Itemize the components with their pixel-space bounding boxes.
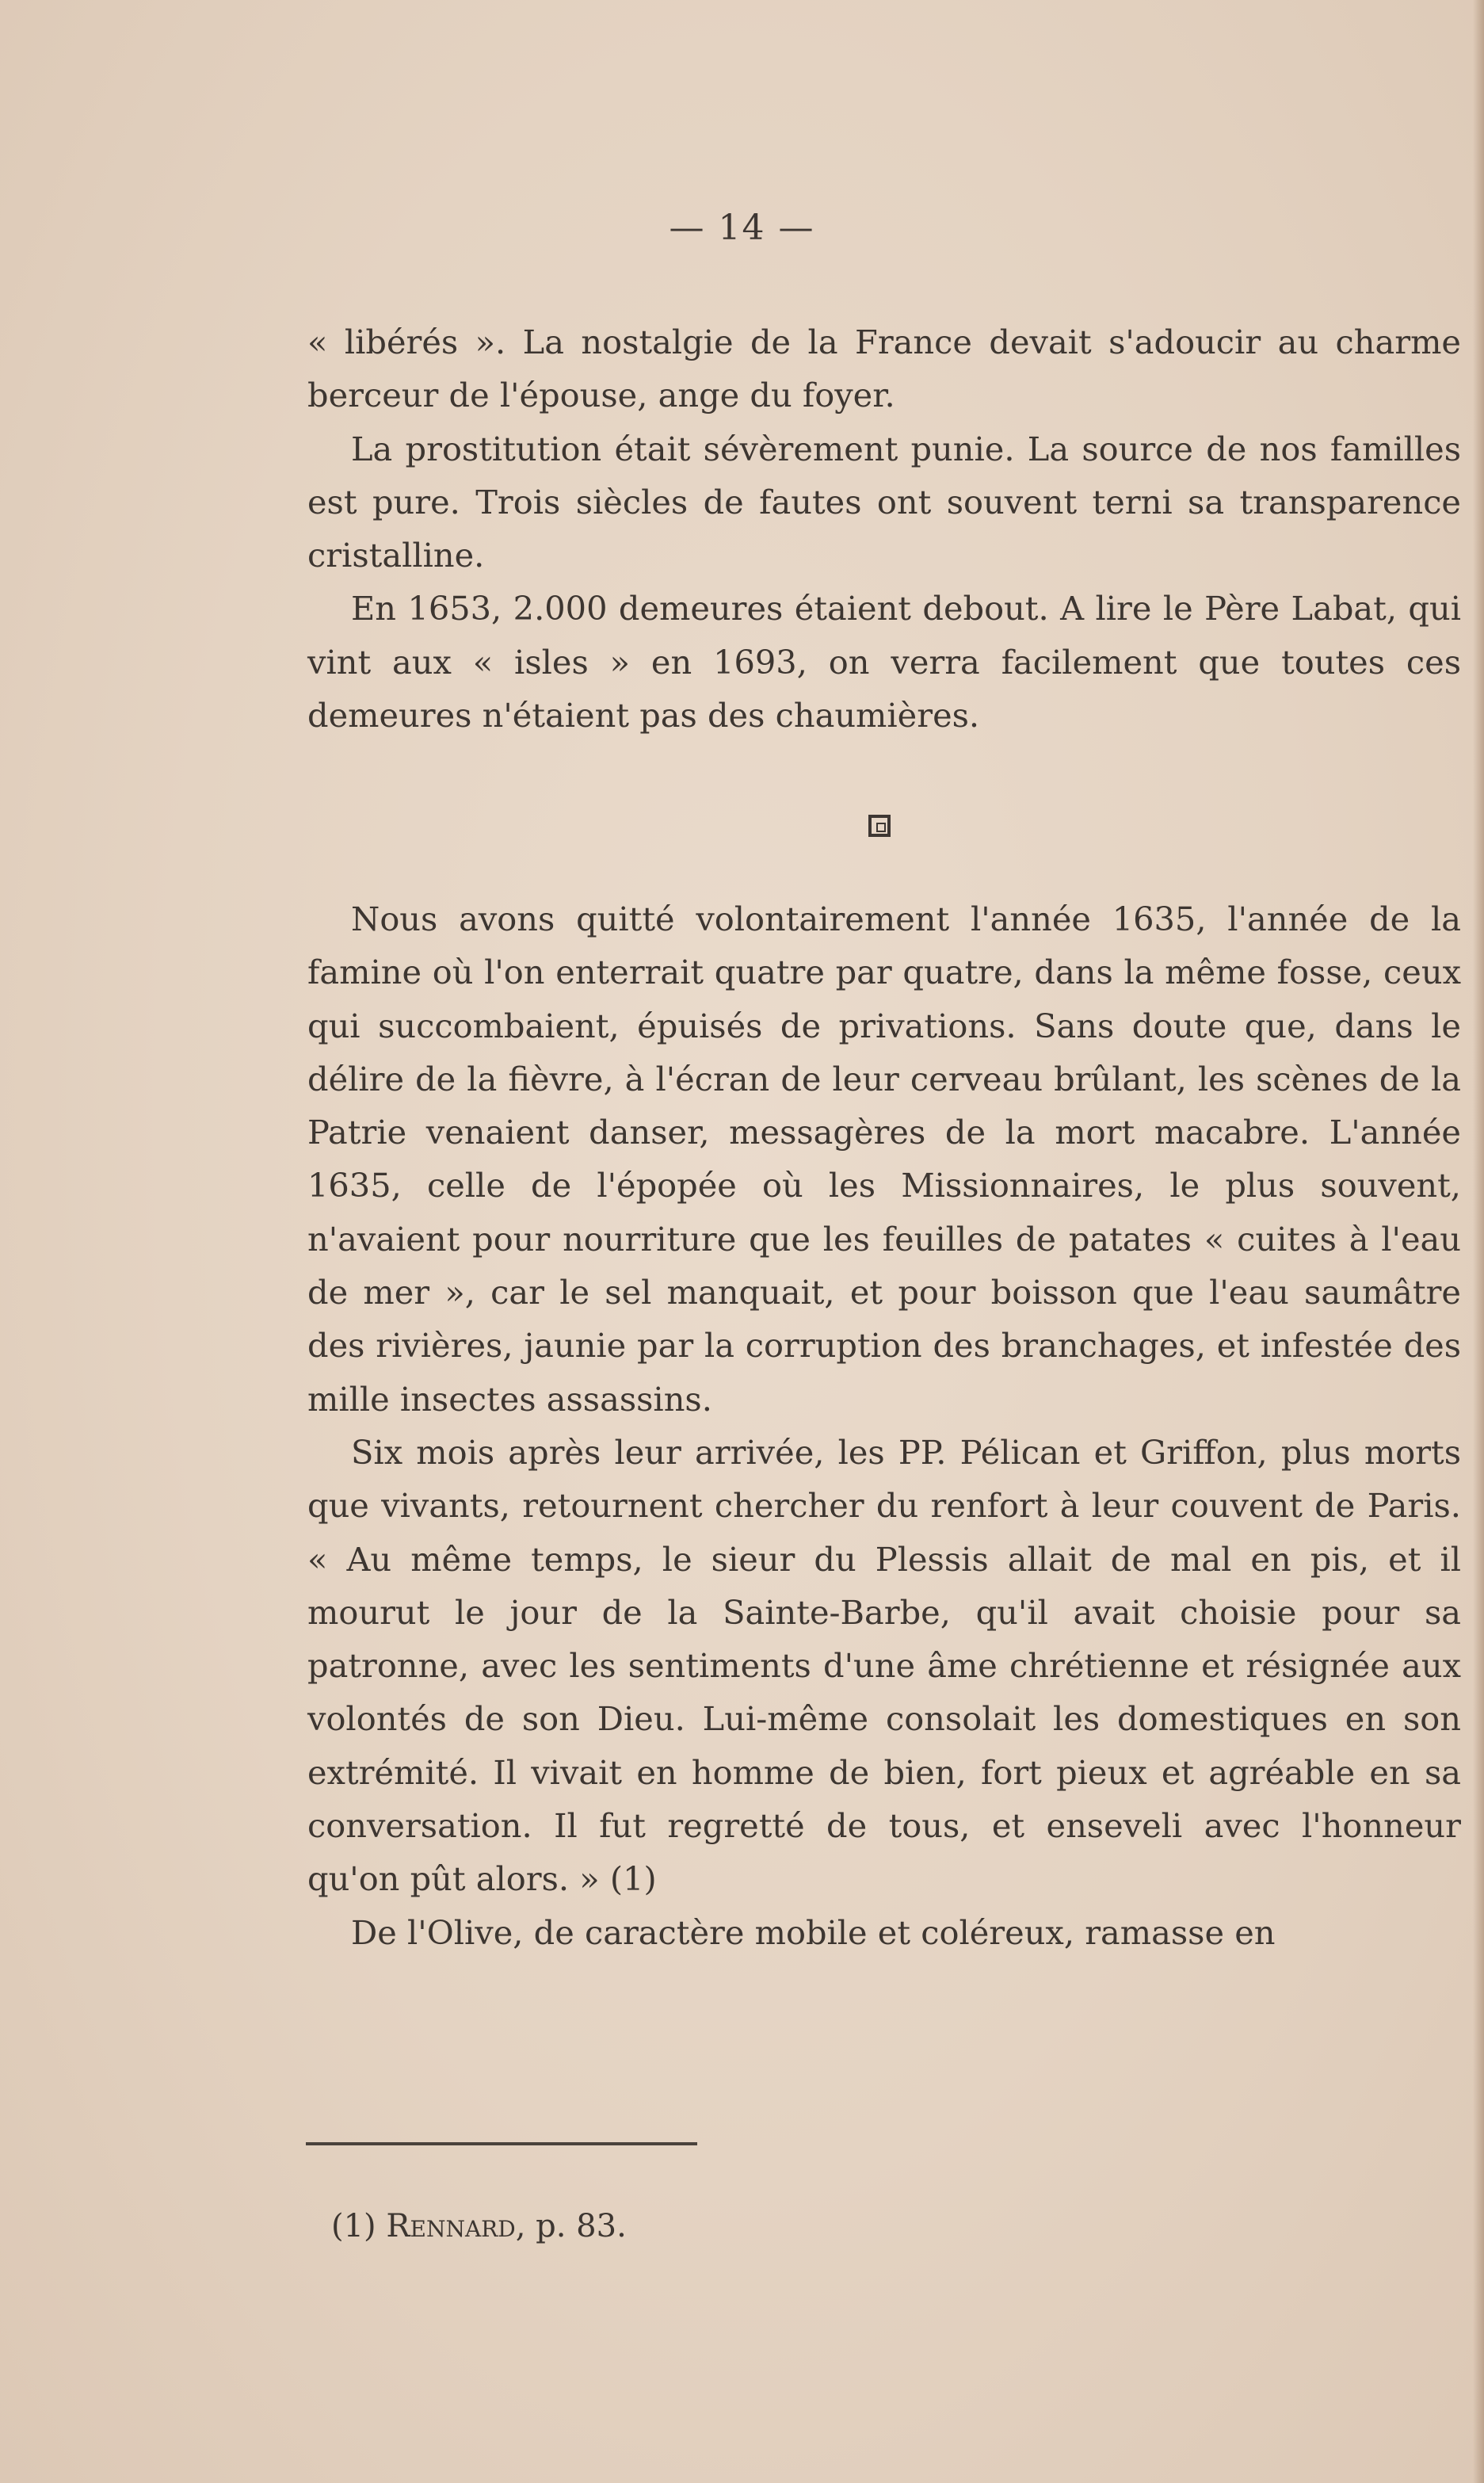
footnote-rule — [306, 2142, 697, 2145]
paragraph: En 1653, 2.000 demeures étaient debout. A lire le Père Labat, qui vint aux « isles » en 1693, on verra facilement que toutes ces demeures n'étaient pas des chaumières. — [307, 589, 1461, 735]
section-separator-icon — [868, 815, 891, 837]
text-block-top — [307, 315, 1461, 742]
footnote — [331, 2208, 627, 2244]
page-number: — 14 — — [669, 208, 815, 248]
page-edge-shadow — [1473, 0, 1484, 2483]
paragraph: La prostitution était sévèrement punie. La source de nos familles est pure. Trois siècles de fautes ont souvent terni sa transparence cristalline. — [307, 429, 1461, 575]
text-block-main — [307, 892, 1461, 1959]
paragraph: Nous avons quitté volontairement l'année 1635, l'année de la famine où l'on enterrait quatre par quatre, dans la même fosse, ceux qui succombaient, épuisés de privations. Sans doute que, dans le délire de la fièvre, à l'écran de leur cerveau brûlant, les scènes de la Patrie venaient danser, messagères de la mort macabre. L'année 1635, celle de l'épopée où les Missionnaires, le plus souvent, n'avaient pour nourriture que les feuilles de patates « cuites à l'eau de mer », car le sel manquait, et pour boisson que l'eau saumâtre des rivières, jaunie par la corruption des branchages, et infestée des mille insectes assassins. — [307, 900, 1461, 1419]
footnote-author: Rennard — [386, 2208, 516, 2244]
paragraph: Six mois après leur arrivée, les PP. Pélican et Griffon, plus morts que vivants, retournent chercher du renfort à leur couvent de Paris. « Au même temps, le sieur du Plessis allait de mal en pis, et il mourut le jour de la Sainte-Barbe, qu'il avait choisie pour sa patronne, avec les sentiments d'une âme chrétienne et résignée aux volontés de son Dieu. Lui-même consolait les domestiques en son extrémité. Il vivait en homme de bien, fort pieux et agréable en sa conversation. Il fut regretté de tous, et enseveli avec l'honneur qu'on pût alors. » (1) — [307, 1432, 1461, 1899]
footnote-marker: (1) — [331, 2208, 376, 2244]
footnote-page: , p. 83. — [515, 2208, 627, 2244]
paragraph: « libérés ». La nostalgie de la France devait s'adoucir au charme berceur de l'épouse, ange du foyer. — [307, 323, 1461, 415]
paragraph: De l'Olive, de caractère mobile et coléreux, ramasse en — [351, 1912, 1276, 1952]
